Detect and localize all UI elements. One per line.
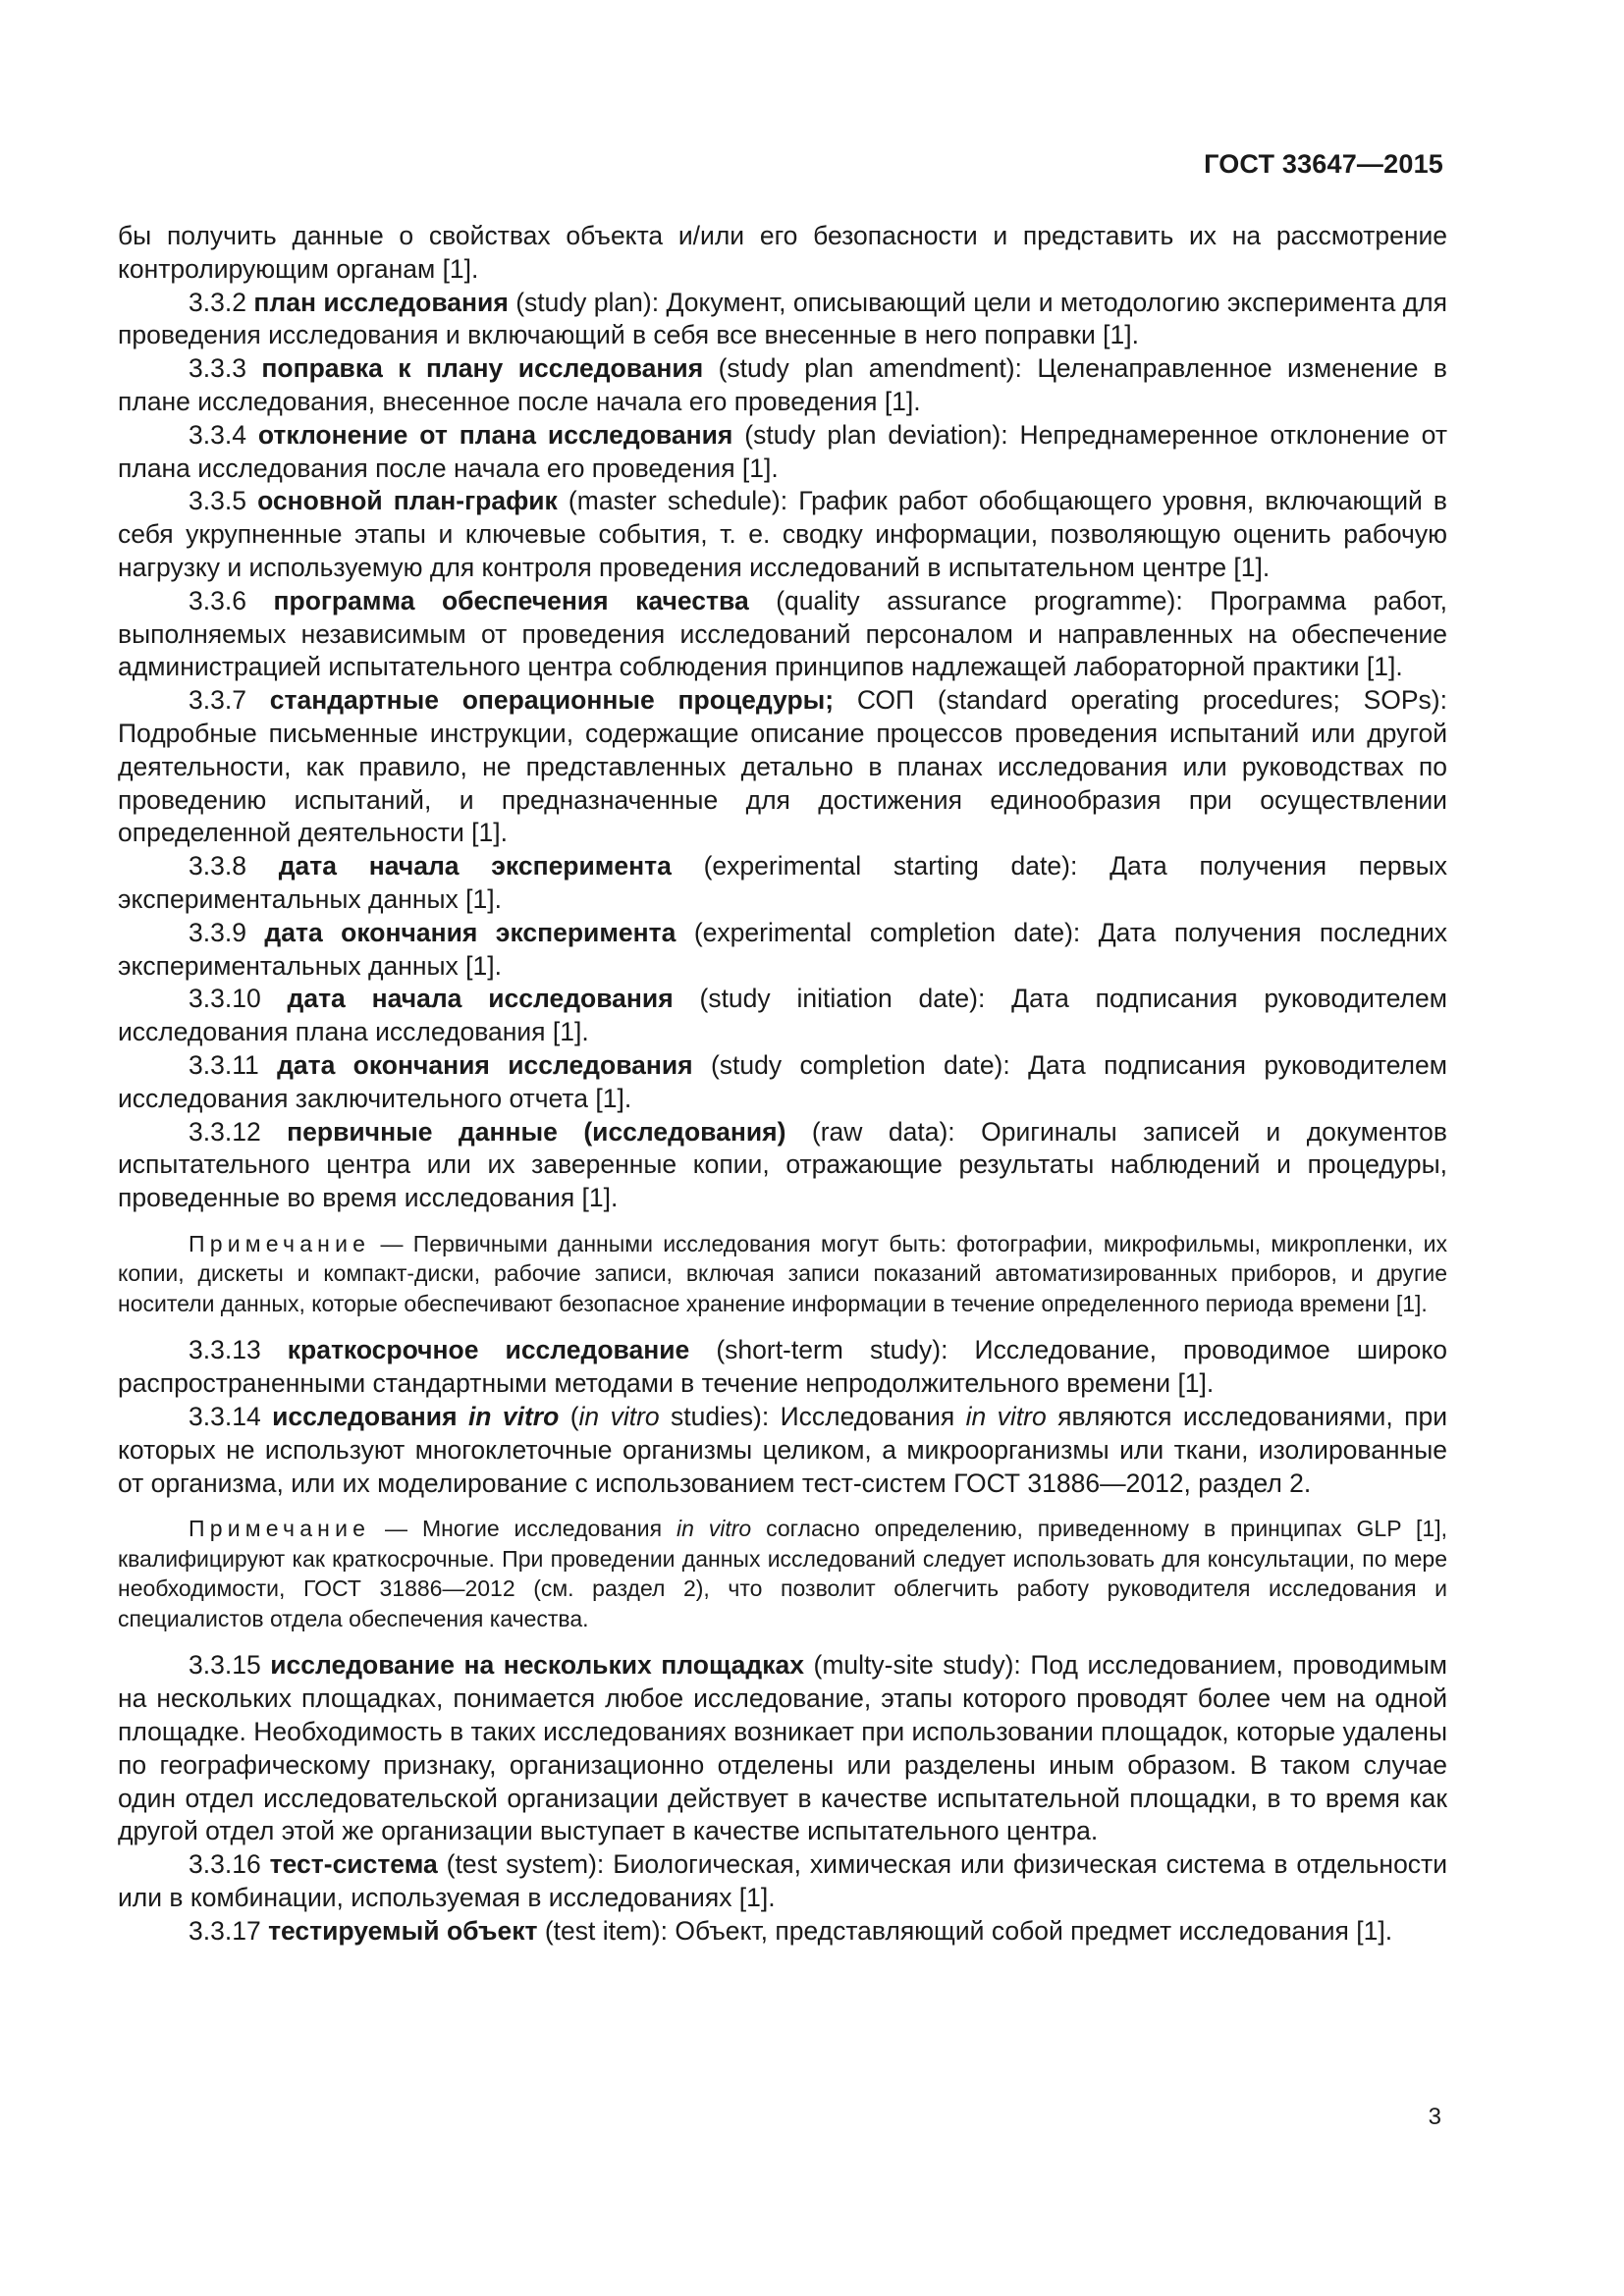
term-3-3-14	[118, 1401, 1447, 1500]
term-name: краткосрочное исследование	[287, 1335, 690, 1365]
intro-paragraph: бы получить данные о свойствах объекта и/или его безопасности и представить их на рассмотрение контролирующим органам [1].	[118, 221, 1447, 284]
term-3-3-10	[118, 983, 1447, 1049]
term-number: 3.3.17	[189, 1915, 261, 1946]
term-number: 3.3.5	[189, 486, 246, 516]
term-3-3-7	[118, 684, 1447, 850]
term-definition: (experimental starting date): Дата получения первых экспериментальных данных [1].	[118, 851, 1448, 914]
term-3-3-2	[118, 287, 1447, 353]
term-definition: (study initiation date): Дата подписания руководителем исследования плана исследования [1].	[118, 984, 1447, 1047]
term-number: 3.3.7	[189, 685, 246, 716]
term-3-3-4	[118, 419, 1447, 486]
term-number: 3.3.14	[189, 1402, 261, 1431]
term-number: 3.3.11	[189, 1049, 259, 1080]
note-text-a: — Многие исследования	[370, 1516, 677, 1542]
term-name: дата начала исследования	[287, 984, 674, 1014]
term-3-3-8	[118, 850, 1447, 917]
term-definition-b-italic: in vitro	[965, 1402, 1047, 1431]
term-number: 3.3.9	[189, 917, 246, 947]
term-definition-a: (	[559, 1402, 579, 1431]
term-name: тестируемый объект	[268, 1915, 538, 1946]
term-definition: (study plan amendment): Целенаправленное изменение в плане исследования, внесенное после начала его проведения [1].	[118, 353, 1448, 416]
term-definition-b: studies): Исследования	[659, 1402, 966, 1431]
term-3-3-17	[118, 1915, 1447, 1949]
term-3-3-5	[118, 485, 1447, 584]
term-number: 3.3.15	[189, 1650, 261, 1681]
term-definition: (raw data): Оригиналы записей и документов испытательного центра или их заверенные копии, отражающие результаты наблюдений и процедуры, проведенные во время исследования [1].	[118, 1116, 1447, 1213]
term-definition: СОП (standard operating procedures; SOPs): Подробные письменные инструкции, содержащие описание процессов проведения испытаний или другой деятельности, как правило, не представленных детально в планах исследования или руководствах по проведению испытаний, и предназначенные для достижения единообразия при осуществлении определенной деятельности [1].	[118, 685, 1447, 848]
term-name	[272, 1402, 559, 1431]
note-text-b: согласно определению, приведенному в принципах GLP [1], квалифицируют как краткосрочные. При проведении данных исследований следует использовать для консультации, по мере необходимости, ГОСТ 31886—2012 (см. раздел 2), что позволит облегчить работу руководителя исследования и специалистов отдела обеспечения качества.	[118, 1516, 1448, 1631]
term-number: 3.3.8	[189, 851, 246, 881]
term-name: стандартные операционные процедуры;	[269, 685, 835, 716]
term-definition: (multy-site study): Под исследованием, проводимым на нескольких площадках, понимается любое исследование, этапы которого проводят более чем на одной площадке. Необходимость в таких исследованиях возникает при использовании площадок, которые удалены по географическому признаку, организационно отделены или разделены иным образом. В таком случае один отдел исследовательской организации действует в качестве испытательной площадки, в то время как другой отдел этой же организации выступает в качестве испытательного центра.	[118, 1650, 1447, 1846]
term-name: поправка к плану исследования	[261, 353, 704, 384]
page-number: 3	[1428, 2104, 1441, 2130]
note-raw-data	[118, 1229, 1447, 1319]
term-3-3-13	[118, 1334, 1447, 1401]
term-3-3-6	[118, 585, 1447, 684]
term-definition-a-italic: in vitro	[578, 1402, 660, 1431]
term-number: 3.3.12	[189, 1116, 261, 1147]
term-number: 3.3.6	[189, 585, 246, 615]
term-definition: (study plan): Документ, описывающий цели и методологию эксперимента для проведения исследования и включающий в себя все внесенные в него поправки [1].	[118, 287, 1447, 350]
term-name-text: исследования	[272, 1402, 468, 1431]
term-number: 3.3.16	[189, 1849, 261, 1880]
term-definition: (short-term study): Исследование, проводимое широко распространенными стандартными методами в течение непродолжительного времени [1].	[118, 1335, 1448, 1399]
note-text-italic: in vitro	[676, 1516, 752, 1542]
term-definition: (master schedule): График работ обобщающего уровня, включающий в себя укрупненные этапы и ключевые события, т. е. сводку информации, позволяющую оценить рабочую нагрузку и используемую для контроля проведения исследований в испытательном центре [1].	[118, 486, 1447, 582]
note-label: Примечание	[189, 1516, 371, 1542]
term-3-3-15	[118, 1649, 1447, 1848]
term-3-3-16	[118, 1848, 1447, 1915]
term-definition: (test item): Объект, представляющий собой предмет исследования [1].	[537, 1915, 1393, 1946]
term-definition: (experimental completion date): Дата получения последних экспериментальных данных [1].	[118, 917, 1447, 981]
term-number: 3.3.2	[189, 287, 246, 317]
term-name: отклонение от плана исследования	[257, 419, 733, 450]
document-code: ГОСТ 33647—2015	[1204, 149, 1443, 179]
term-name: основной план-график	[257, 486, 558, 516]
term-number: 3.3.3	[189, 353, 246, 384]
term-name: план исследования	[253, 287, 509, 317]
document-body	[118, 220, 1447, 1949]
term-name: тест-система	[269, 1849, 438, 1880]
term-name: первичные данные (исследования)	[287, 1116, 786, 1147]
term-definition: (study completion date): Дата подписания руководителем исследования заключительного отчета [1].	[118, 1049, 1447, 1113]
term-number: 3.3.10	[189, 984, 261, 1014]
note-label: Примечание	[189, 1230, 371, 1256]
term-definition: (test system): Биологическая, химическая или физическая система в отдельности или в комбинации, используемая в исследованиях [1].	[118, 1849, 1447, 1912]
term-definition: (quality assurance programme): Программа работ, выполняемых независимым от проведения исследований персоналом и направленных на обеспечение администрацией испытательного центра соблюдения принципов надлежащей лабораторной практики [1].	[118, 585, 1447, 682]
term-3-3-11	[118, 1049, 1447, 1116]
term-number: 3.3.13	[189, 1335, 261, 1365]
term-3-3-12	[118, 1116, 1447, 1215]
term-name: исследование на нескольких площадках	[270, 1650, 804, 1681]
term-name: дата окончания исследования	[277, 1049, 693, 1080]
term-number: 3.3.4	[189, 419, 246, 450]
term-3-3-9	[118, 917, 1447, 984]
term-definition: (study plan deviation): Непреднамеренное отклонение от плана исследования после начала его проведения [1].	[118, 419, 1447, 483]
term-name-italic: in vitro	[467, 1402, 560, 1431]
term-3-3-3	[118, 352, 1447, 419]
note-text: — Первичными данными исследования могут быть: фотографии, микрофильмы, микропленки, их копии, дискеты и компакт-диски, рабочие записи, включая записи показаний автоматизированных приборов, и другие носители данных, которые обеспечивают безопасное хранение информации в течение определенного периода времени [1].	[118, 1230, 1447, 1316]
term-name: дата окончания эксперимента	[264, 917, 677, 947]
term-name: дата начала эксперимента	[278, 851, 672, 881]
term-name: программа обеспечения качества	[273, 585, 749, 615]
term-definition-c: являются исследованиями, при которых не используют многоклеточные организмы целиком, а микроорганизмы или ткани, изолированные от организма, или их моделирование с использованием тест-систем ГОСТ 31886—2012, раздел 2.	[118, 1402, 1448, 1498]
note-in-vitro	[118, 1514, 1447, 1633]
